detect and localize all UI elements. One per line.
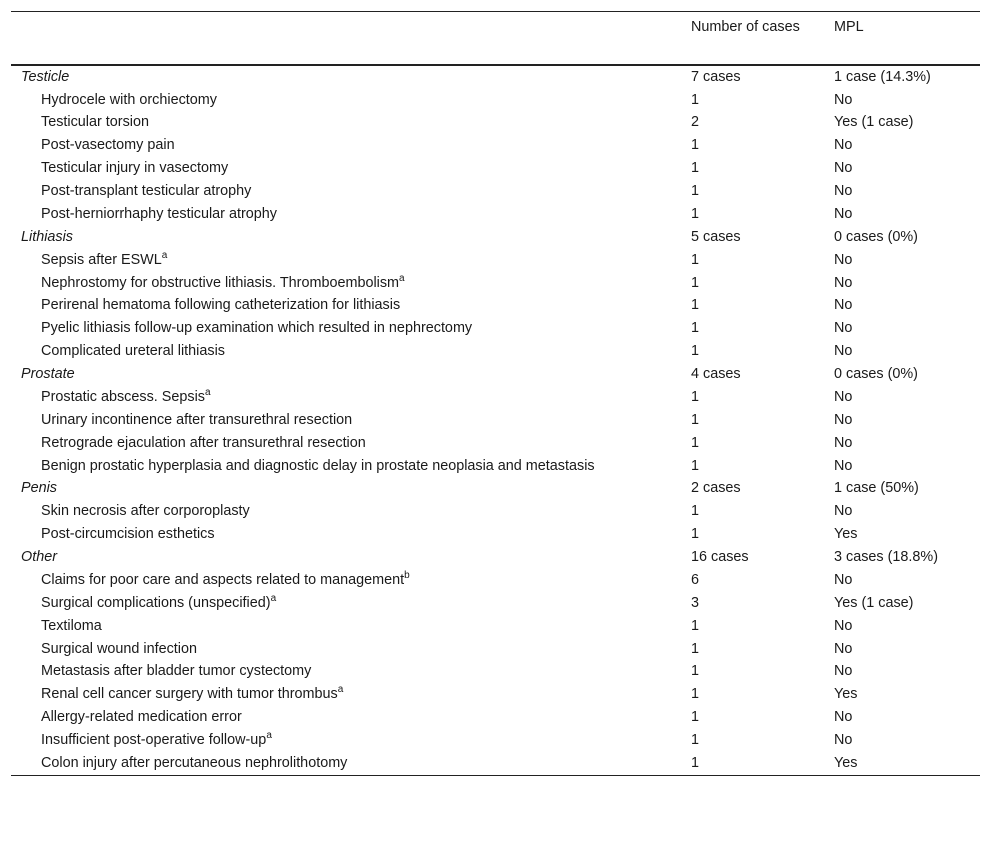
table-row	[11, 592, 980, 615]
item-mpl: No	[834, 91, 853, 108]
table-row	[11, 112, 980, 135]
item-cases: 1	[691, 617, 700, 634]
group-mpl: 0 cases (0%)	[834, 228, 918, 245]
item-label-cell	[11, 112, 679, 135]
item-label: Testicular torsion	[41, 114, 149, 131]
item-label-cell	[11, 638, 679, 661]
item-mpl: No	[834, 274, 853, 291]
item-cases: 1	[691, 274, 700, 291]
item-label-cell	[11, 729, 679, 752]
item-cases: 6	[691, 571, 700, 588]
item-label-cell	[11, 455, 679, 478]
table-row	[11, 501, 980, 524]
item-mpl: No	[834, 251, 853, 268]
item-cases: 1	[691, 754, 700, 771]
table-row	[11, 318, 980, 341]
group-name: Other	[21, 549, 57, 566]
table-row	[11, 684, 980, 707]
item-mpl: Yes	[834, 686, 858, 703]
table-row	[11, 409, 980, 432]
item-label: Renal cell cancer surgery with tumor thrombus	[41, 686, 338, 703]
footnote-marker: a	[270, 593, 277, 605]
item-label: Colon injury after percutaneous nephrolithotomy	[41, 754, 348, 771]
footnote-marker: a	[204, 387, 211, 399]
item-cases: 1	[691, 343, 700, 360]
item-label: Complicated ureteral lithiasis	[41, 343, 225, 360]
table-body	[11, 65, 980, 776]
item-mpl: No	[834, 343, 853, 360]
item-label: Post-transplant testicular atrophy	[41, 183, 252, 200]
item-cases: 3	[691, 594, 700, 611]
item-mpl: No	[834, 709, 853, 726]
group-mpl: 1 case (50%)	[834, 480, 919, 497]
item-cases: 1	[691, 640, 700, 657]
item-label: Post-herniorrhaphy testicular atrophy	[41, 205, 277, 222]
item-mpl: No	[834, 137, 853, 154]
item-cases: 1	[691, 320, 700, 337]
table-row	[11, 729, 980, 752]
item-cases: 1	[691, 160, 700, 177]
footnote-marker: a	[399, 272, 405, 284]
item-mpl: No	[834, 434, 853, 451]
item-cases: 1	[691, 663, 700, 680]
item-label-cell	[11, 409, 679, 432]
group-row	[11, 65, 980, 89]
item-label: Surgical wound infection	[41, 640, 197, 657]
item-mpl: No	[834, 457, 853, 474]
table-row	[11, 615, 980, 638]
item-cases: 1	[691, 503, 700, 520]
group-mpl: 1 case (14.3%)	[834, 68, 931, 85]
item-label-cell	[11, 180, 679, 203]
group-name: Lithiasis	[21, 228, 73, 245]
item-label-cell	[11, 89, 679, 112]
item-cases: 1	[691, 137, 700, 154]
table-row	[11, 432, 980, 455]
item-mpl: No	[834, 503, 853, 520]
item-label-cell	[11, 524, 679, 547]
item-mpl: No	[834, 732, 853, 749]
item-cases: 1	[691, 686, 700, 703]
item-label-cell	[11, 432, 679, 455]
group-cases: 5 cases	[691, 228, 741, 245]
table-row	[11, 295, 980, 318]
table-row	[11, 203, 980, 226]
table-row	[11, 341, 980, 364]
item-label: Post-vasectomy pain	[41, 137, 175, 154]
item-cases: 1	[691, 205, 700, 222]
table-row	[11, 661, 980, 684]
header-row	[11, 12, 980, 66]
item-label-cell	[11, 592, 679, 615]
item-label-cell	[11, 386, 679, 409]
item-label: Surgical complications (unspecified)	[41, 594, 271, 611]
item-label-cell	[11, 661, 679, 684]
table-row	[11, 524, 980, 547]
group-name: Testicle	[21, 68, 70, 85]
table-row	[11, 569, 980, 592]
footnote-marker: b	[404, 570, 410, 582]
group-cases: 16 cases	[691, 549, 749, 566]
item-mpl: Yes (1 case)	[834, 594, 914, 611]
table-row	[11, 135, 980, 158]
item-label: Urinary incontinence after transurethral resection	[41, 411, 353, 428]
footnote-marker: a	[266, 730, 272, 742]
item-label-cell	[11, 295, 679, 318]
item-cases: 1	[691, 526, 700, 543]
item-cases: 1	[691, 732, 700, 749]
group-mpl: 0 cases (0%)	[834, 366, 918, 383]
item-label: Pyelic lithiasis follow-up examination which resulted in nephrectomy	[41, 320, 473, 337]
item-mpl: No	[834, 388, 853, 405]
item-mpl: No	[834, 205, 853, 222]
group-row	[11, 363, 980, 386]
table-row	[11, 158, 980, 181]
item-cases: 1	[691, 91, 700, 108]
claims-table	[11, 11, 980, 776]
item-label-cell	[11, 272, 679, 295]
item-label-cell	[11, 318, 679, 341]
item-label: Post-circumcision esthetics	[41, 526, 215, 543]
item-label-cell	[11, 135, 679, 158]
footnote-marker: a	[337, 684, 344, 696]
item-label-cell	[11, 203, 679, 226]
item-label: Sepsis after ESWL	[41, 251, 162, 268]
item-label-cell	[11, 752, 679, 775]
group-cases: 7 cases	[691, 68, 741, 85]
item-mpl: No	[834, 663, 853, 680]
item-label-cell	[11, 341, 679, 364]
item-label-cell	[11, 158, 679, 181]
item-label: Metastasis after bladder tumor cystectomy	[41, 663, 312, 680]
item-cases: 1	[691, 411, 700, 428]
item-mpl: No	[834, 411, 853, 428]
item-cases: 1	[691, 251, 700, 268]
table-row	[11, 249, 980, 272]
item-cases: 1	[691, 388, 700, 405]
group-row	[11, 546, 980, 569]
table-header	[11, 12, 980, 66]
item-label-cell	[11, 501, 679, 524]
footnote-marker: a	[161, 249, 168, 261]
group-name: Prostate	[21, 366, 75, 383]
item-cases: 1	[691, 434, 700, 451]
item-label: Prostatic abscess. Sepsis	[41, 388, 205, 405]
group-cases: 4 cases	[691, 366, 741, 383]
item-label: Testicular injury in vasectomy	[41, 160, 229, 177]
group-row	[11, 478, 980, 501]
header-category	[11, 12, 679, 66]
item-label: Claims for poor care and aspects related to management	[41, 571, 405, 588]
item-label: Skin necrosis after corporoplasty	[41, 503, 250, 520]
item-cases: 1	[691, 297, 700, 314]
item-label: Nephrostomy for obstructive lithiasis. Thromboembolism	[41, 274, 400, 291]
item-mpl: Yes	[834, 526, 858, 543]
item-label: Allergy-related medication error	[41, 709, 242, 726]
group-mpl: 3 cases (18.8%)	[834, 549, 938, 566]
table-row	[11, 272, 980, 295]
item-label: Perirenal hematoma following catheterization for lithiasis	[41, 297, 401, 314]
table-row	[11, 752, 980, 775]
table-container	[11, 11, 980, 776]
item-label: Benign prostatic hyperplasia and diagnostic delay in prostate neoplasia and metastasis	[41, 457, 595, 474]
table-row	[11, 707, 980, 730]
group-row	[11, 226, 980, 249]
item-label: Insufficient post-operative follow-up	[41, 732, 267, 749]
header-mpl: MPL	[834, 19, 864, 35]
item-cases: 2	[691, 114, 700, 131]
item-label-cell	[11, 684, 679, 707]
item-mpl: No	[834, 617, 853, 634]
item-label: Textiloma	[41, 617, 102, 634]
group-cases: 2 cases	[691, 480, 741, 497]
item-cases: 1	[691, 457, 700, 474]
item-cases: 1	[691, 709, 700, 726]
group-name: Penis	[21, 480, 57, 497]
item-label-cell	[11, 569, 679, 592]
item-mpl: Yes (1 case)	[834, 114, 914, 131]
item-mpl: Yes	[834, 754, 858, 771]
item-label-cell	[11, 707, 679, 730]
item-mpl: No	[834, 183, 853, 200]
item-mpl: No	[834, 640, 853, 657]
item-mpl: No	[834, 571, 853, 588]
item-label: Hydrocele with orchiectomy	[41, 91, 217, 108]
table-row	[11, 180, 980, 203]
table-row	[11, 638, 980, 661]
item-mpl: No	[834, 320, 853, 337]
item-label: Retrograde ejaculation after transurethral resection	[41, 434, 366, 451]
header-number-of-cases: Number of cases	[691, 19, 800, 35]
table-row	[11, 455, 980, 478]
item-label-cell	[11, 249, 679, 272]
table-row	[11, 386, 980, 409]
table-row	[11, 89, 980, 112]
item-cases: 1	[691, 183, 700, 200]
item-label-cell	[11, 615, 679, 638]
item-mpl: No	[834, 297, 853, 314]
item-mpl: No	[834, 160, 853, 177]
